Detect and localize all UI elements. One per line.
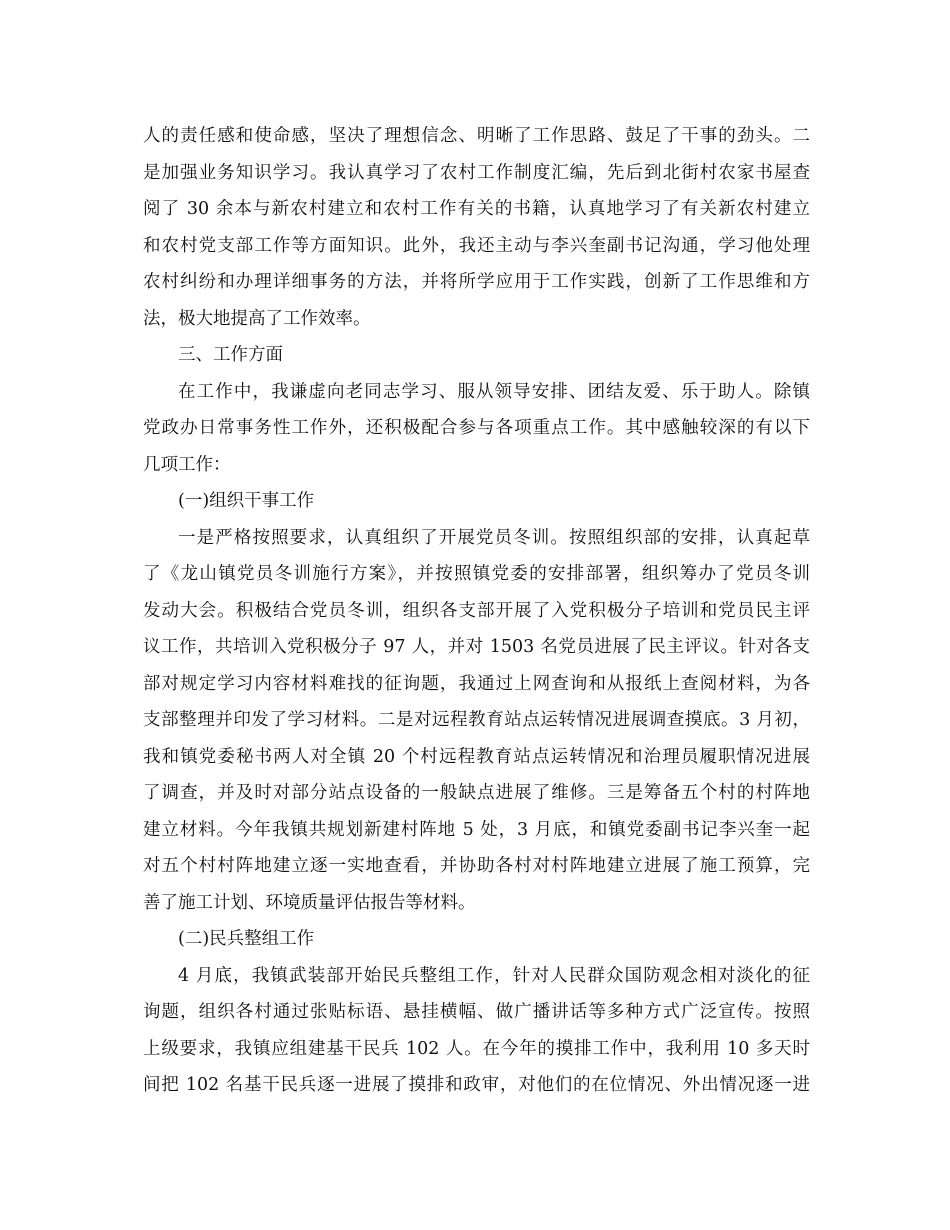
text-line: 是加强业务知识学习。我认真学习了农村工作制度汇编，先后到北街村农家书屋查 bbox=[143, 162, 810, 183]
text-line: 发动大会。积极结合党员冬训，组织各支部开展了入党积极分子培训和党员民主评 bbox=[143, 600, 810, 621]
subsection-heading: (二)民兵整组工作 bbox=[178, 929, 315, 949]
text-line: 党政办日常事务性工作外，还积极配合参与各项重点工作。其中感触较深的有以下 bbox=[143, 418, 810, 438]
subsection-heading: (一)组织干事工作 bbox=[178, 491, 315, 511]
text-line: 对五个村村阵地建立逐一实地查看，并协助各村对村阵地建立进展了施工预算，完 bbox=[143, 856, 810, 876]
text-line: 阅了 30 余本与新农村建立和农村工作有关的书籍，认真地学习了有关新农村建立 bbox=[143, 199, 810, 219]
text-line: 一是严格按照要求，认真组织了开展党员冬训。按照组织部的安排，认真起草 bbox=[178, 527, 810, 548]
text-line: 了调查，并及时对部分站点设备的一般缺点进展了维修。三是筹备五个村的村阵地 bbox=[143, 783, 810, 803]
text-line: 间把 102 名基干民兵逐一进展了摸排和政审，对他们的在位情况、外出情况逐一进 bbox=[143, 1075, 810, 1095]
text-line: 在工作中，我谦虚向老同志学习、服从领导安排、团结友爱、乐于助人。除镇 bbox=[178, 381, 810, 402]
text-line: 建立材料。今年我镇共规划新建村阵地 5 处，3 月底，和镇党委副书记李兴奎一起 bbox=[143, 819, 810, 840]
text-line: 支部整理并印发了学习材料。二是对远程教育站点运转情况进展调查摸底。3 月初， bbox=[143, 710, 810, 730]
text-line: 几项工作： bbox=[143, 454, 231, 475]
text-line: 了《龙山镇党员冬训施行方案》，并按照镇党委的安排部署，组织筹办了党员冬训 bbox=[143, 564, 810, 584]
text-line: 人的责任感和使命感，坚决了理想信念、明晰了工作思路、鼓足了干事的劲头。二 bbox=[143, 126, 810, 146]
body-text bbox=[143, 118, 810, 1104]
text-line: 法，极大地提高了工作效率。 bbox=[143, 308, 371, 329]
text-line: 和农村党支部工作等方面知识。此外，我还主动与李兴奎副书记沟通，学习他处理 bbox=[143, 235, 810, 256]
text-line: 善了施工计划、环境质量评估报告等材料。 bbox=[143, 892, 476, 913]
section-heading: 三、工作方面 bbox=[178, 345, 283, 365]
text-line: 上级要求，我镇应组建基干民兵 102 人。在今年的摸排工作中，我利用 10 多天时 bbox=[143, 1038, 810, 1059]
text-line: 农村纠纷和办理详细事务的方法，并将所学应用于工作实践，创新了工作思维和方 bbox=[143, 272, 810, 292]
text-line: 议工作，共培训入党积极分子 97 人，并对 1503 名党员进展了民主评议。针对各支 bbox=[143, 637, 810, 657]
text-line: 询题，组织各村通过张贴标语、悬挂横幅、做广播讲话等多种方式广泛宣传。按照 bbox=[143, 1002, 810, 1022]
text-line: 部对规定学习内容材料难找的征询题，我通过上网查询和从报纸上查阅材料，为各 bbox=[143, 673, 810, 694]
text-line: 我和镇党委秘书两人对全镇 20 个村远程教育站点运转情况和治理员履职情况进展 bbox=[143, 746, 810, 767]
text-line: 4 月底，我镇武装部开始民兵整组工作，针对人民群众国防观念相对淡化的征 bbox=[178, 965, 810, 986]
